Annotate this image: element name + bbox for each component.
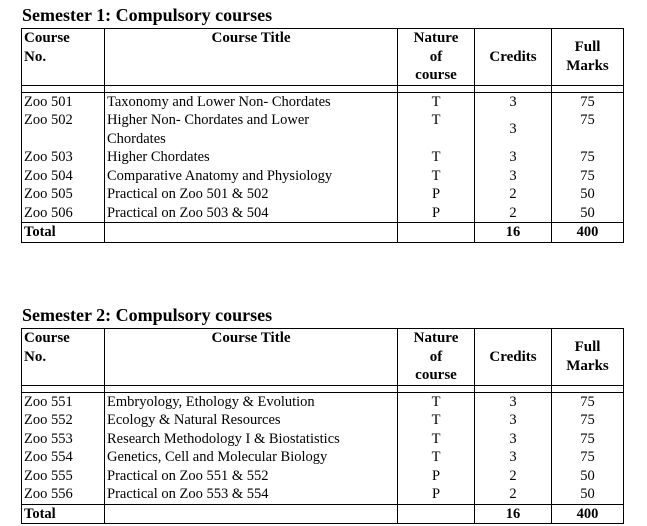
semester2-course-table (21, 328, 624, 524)
table-row (22, 411, 624, 430)
course-title: Practical on Zoo 551 & 552 (105, 467, 398, 486)
course-nature: P (398, 204, 475, 223)
total-row (22, 504, 624, 524)
course-credits: 2 (475, 185, 552, 204)
header-text: Course (24, 330, 70, 346)
header-text: Full (574, 39, 601, 56)
table-row (22, 430, 624, 449)
total-label: Total (22, 504, 105, 524)
course-credits: 3 (475, 92, 552, 111)
course-nature: P (398, 467, 475, 486)
table-row (22, 204, 624, 223)
course-no: Zoo 504 (22, 167, 105, 186)
course-nature: T (398, 167, 475, 186)
nature-header (398, 329, 475, 386)
course-title-line: Higher Non- Chordates and Lower (107, 112, 310, 128)
course-no: Zoo 555 (22, 467, 105, 486)
course-no: Zoo 554 (22, 448, 105, 467)
course-nature: T (398, 92, 475, 111)
table-row (22, 111, 624, 148)
course-marks: 50 (552, 185, 624, 204)
semester2-heading: Semester 2: Compulsory courses (22, 305, 273, 325)
course-credits: 3 (475, 448, 552, 467)
course-no-header (22, 329, 105, 386)
course-credits: 3 (475, 167, 552, 186)
course-marks: 50 (552, 467, 624, 486)
course-nature: T (398, 111, 475, 148)
full-marks-header (552, 29, 624, 86)
course-no: Zoo 502 (22, 111, 105, 148)
course-marks: 75 (552, 111, 624, 148)
course-marks: 75 (552, 411, 624, 430)
table-row (22, 92, 624, 111)
course-no: Zoo 551 (22, 392, 105, 411)
course-title: Genetics, Cell and Molecular Biology (105, 448, 398, 467)
course-credits: 2 (475, 485, 552, 504)
course-title-header: Course Title (105, 29, 398, 86)
course-marks: 75 (552, 148, 624, 167)
course-title: Embryology, Ethology & Evolution (105, 392, 398, 411)
course-title: Ecology & Natural Resources (105, 411, 398, 430)
course-marks: 75 (552, 430, 624, 449)
course-credits: 3 (475, 430, 552, 449)
header-text: No. (24, 48, 47, 65)
course-credits: 2 (475, 467, 552, 486)
header-text: Nature (413, 330, 459, 346)
course-title: Research Methodology I & Biostatistics (105, 430, 398, 449)
course-marks: 50 (552, 485, 624, 504)
course-credits: 3 (475, 392, 552, 411)
course-nature: T (398, 430, 475, 449)
header-text: course (415, 67, 457, 83)
spacer-row (22, 85, 624, 92)
header-text: Course (24, 30, 70, 46)
table-row (22, 485, 624, 504)
course-credits: 3 (475, 411, 552, 430)
spacer-row (22, 385, 624, 392)
header-text: of (429, 48, 443, 65)
table-row (22, 467, 624, 486)
course-credits: 2 (475, 204, 552, 223)
course-credits: 3 (475, 148, 552, 167)
course-title: Practical on Zoo 501 & 502 (105, 185, 398, 204)
course-nature: P (398, 485, 475, 504)
course-no: Zoo 553 (22, 430, 105, 449)
nature-header (398, 29, 475, 86)
course-title: Practical on Zoo 553 & 554 (105, 485, 398, 504)
course-credits: 3 (475, 111, 552, 148)
total-marks: 400 (552, 504, 624, 524)
course-nature: T (398, 411, 475, 430)
total-label: Total (22, 223, 105, 243)
table-row (22, 185, 624, 204)
full-marks-header (552, 329, 624, 386)
header-text: Marks (566, 357, 609, 374)
course-title (105, 111, 398, 148)
course-no-header (22, 29, 105, 86)
table-row (22, 392, 624, 411)
total-row (22, 223, 624, 243)
course-title: Practical on Zoo 503 & 504 (105, 204, 398, 223)
total-marks: 400 (552, 223, 624, 243)
course-no: Zoo 552 (22, 411, 105, 430)
total-credits: 16 (475, 223, 552, 243)
course-no: Zoo 501 (22, 92, 105, 111)
course-nature: T (398, 392, 475, 411)
course-marks: 75 (552, 167, 624, 186)
course-no: Zoo 506 (22, 204, 105, 223)
course-nature: P (398, 185, 475, 204)
course-marks: 75 (552, 448, 624, 467)
course-marks: 75 (552, 92, 624, 111)
header-text: Marks (566, 57, 609, 74)
total-credits: 16 (475, 504, 552, 524)
course-no: Zoo 505 (22, 185, 105, 204)
course-marks: 75 (552, 392, 624, 411)
header-text: Full (574, 339, 601, 356)
table-header-row (22, 329, 624, 386)
table-row (22, 148, 624, 167)
course-title-header: Course Title (105, 329, 398, 386)
credits-header: Credits (475, 29, 552, 86)
course-marks: 50 (552, 204, 624, 223)
course-no: Zoo 503 (22, 148, 105, 167)
header-text: No. (24, 348, 47, 365)
course-title: Comparative Anatomy and Physiology (105, 167, 398, 186)
semester1-course-table (21, 28, 624, 243)
semester1-heading: Semester 1: Compulsory courses (22, 5, 273, 25)
course-title: Taxonomy and Lower Non- Chordates (105, 92, 398, 111)
header-text: course (415, 367, 457, 383)
course-nature: T (398, 148, 475, 167)
credits-header: Credits (475, 329, 552, 386)
table-row (22, 448, 624, 467)
table-header-row (22, 29, 624, 86)
header-text: Nature (413, 30, 459, 46)
course-nature: T (398, 448, 475, 467)
header-text: of (429, 348, 443, 365)
course-title-line: Chordates (107, 130, 166, 147)
course-title: Higher Chordates (105, 148, 398, 167)
table-row (22, 167, 624, 186)
course-no: Zoo 556 (22, 485, 105, 504)
